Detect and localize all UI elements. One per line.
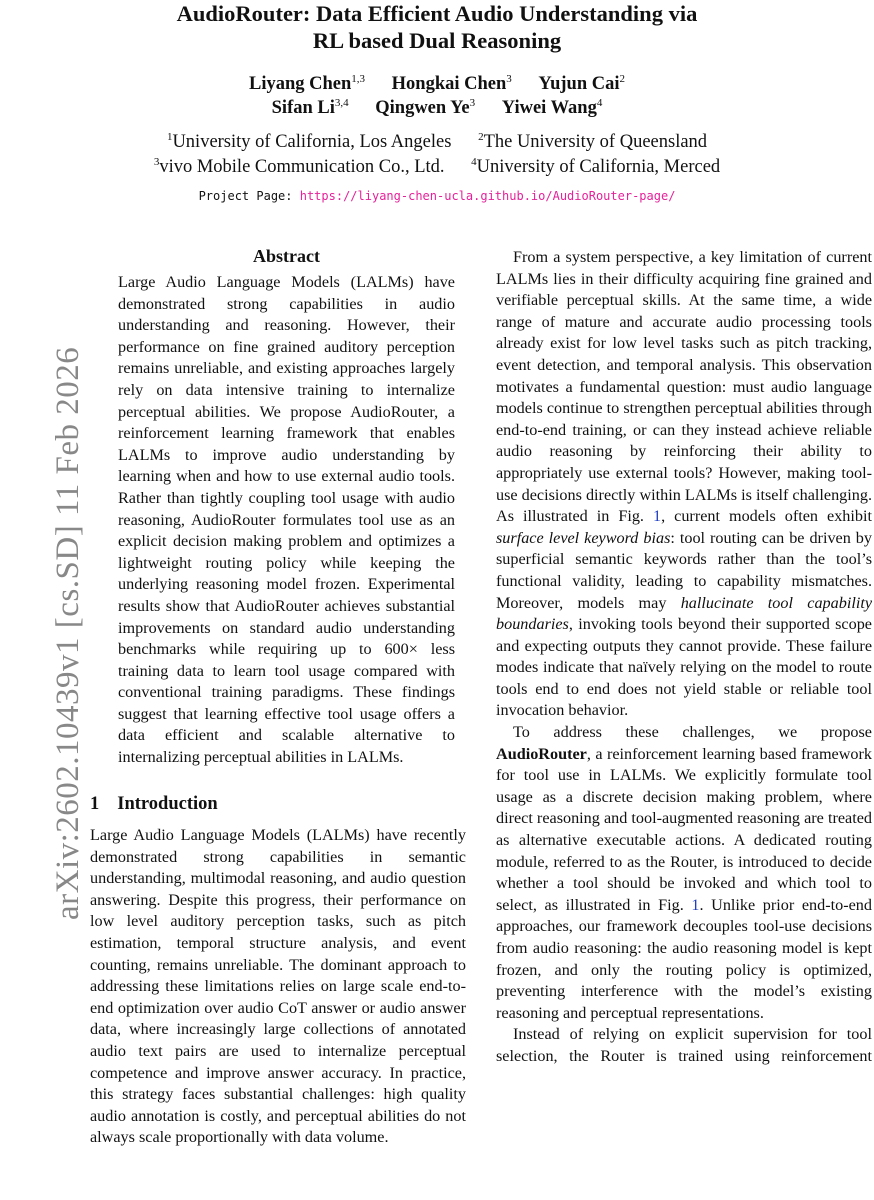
title-line-1: AudioRouter: Data Efficient Audio Understanding via [176, 1, 698, 26]
author: Sifan Li$^{3,4}$ [271, 97, 349, 118]
right-column [496, 247, 872, 1068]
affiliation: $^1$University of California, Los Angeles [166, 131, 452, 152]
abstract-heading: Abstract [253, 246, 320, 266]
figure-ref-link[interactable]: 1 [691, 895, 700, 914]
section-number: 1 [90, 794, 100, 814]
affiliation: $^2$The University of Queensland [478, 131, 708, 152]
author: Qingwen Ye$^3$ [375, 97, 476, 118]
author-list [0, 72, 874, 120]
project-page-link[interactable]: https://liyang-chen-ucla.github.io/AudioRouter-page/ [299, 189, 676, 203]
section-heading-introduction [90, 794, 218, 815]
intro-paragraph: Large Audio Language Models (LALMs) have recently demonstrated strong capabilities in semantic understanding, multimodal reasoning, and audio question answering. Despite this progress, their performance on low level auditory perception tasks, such as pitch estimation, temporal structure analysis, and event counting, remains unreliable. The dominant approach to addressing these limitations relies on large scale end-to-end optimization over audio CoT answer or audio answer data, where increasingly large collections of annotated audio text pairs are used to internalize perceptual competence and improve answer accuracy. In practice, this strategy faces substantial challenges: high quality audio annotation is costly, and perceptual abilities do not always scale proportionally with data volume. [90, 826, 466, 1147]
project-page [0, 189, 874, 203]
paragraph: To address these challenges, we propose AudioRouter, a reinforcement learning based framework for tool use in LALMs. We explicitly formulate tool usage as a discrete decision making problem, where direct reasoning and tool-augmented reasoning are treated as alternative executable actions. A dedicated routing module, referred to as the Router, is introduced to decide whether a tool should be invoked and which tool to select, as illustrated in Fig. 1. Unlike prior end-to-end approaches, our framework decouples tool-use decisions from audio reasoning: the audio reasoning model is kept frozen, and only the routing policy is optimized, preventing interference with the model’s existing reasoning and perceptual representations. [496, 723, 872, 1022]
affiliations [0, 130, 874, 180]
author: Yiwei Wang$^4$ [501, 97, 603, 118]
author: Hongkai Chen$^3$ [391, 73, 512, 94]
affiliation: $^3$vivo Mobile Communication Co., Ltd. [153, 156, 445, 177]
section-title: Introduction [117, 794, 218, 814]
author: Liyang Chen$^{1,3}$ [248, 73, 366, 94]
paragraph: From a system perspective, a key limitation of current LALMs lies in their difficulty acquiring fine grained and verifiable perceptual skills. At the same time, a wide range of mature and accurate audio processing tools already exist for low level tasks such as pitch tracking, event detection, and temporal analysis. This observation motivates a fundamental question: must audio language models continue to strengthen perceptual abilities through end-to-end training, or can they instead achieve reliable audio reasoning by reinforcing their ability to appropriately use external tools? However, making tool-use decisions directly within LALMs is itself challenging. As illustrated in Fig. 1, current models often exhibit surface level keyword bias: tool routing can be driven by superficial semantic keywords rather than the tool’s functional validity, leading to capability mismatches. Moreover, models may hallucinate tool capability boundaries, invoking tools beyond their supported scope and expecting outputs they cannot provide. These failure modes indicate that naïvely relying on the model to route tools end to end does not yield stable or reliable tool invocation behavior. [496, 248, 873, 720]
figure-ref-link[interactable]: 1 [653, 507, 662, 526]
author: Yujun Cai$^2$ [538, 73, 625, 94]
abstract-text: Large Audio Language Models (LALMs) have demonstrated strong capabilities in audio understanding and reasoning. However, their performance on fine grained auditory perception remains unreliable, and existing approaches largely rely on data intensive training to internalize perceptual abilities. We propose AudioRouter, a reinforcement learning framework that enables LALMs to improve audio understanding by learning when and how to use external audio tools. Rather than tightly coupling tool usage with audio reasoning, AudioRouter formulates tool use as an explicit decision making problem and optimizes a lightweight routing policy while keeping the underlying reasoning model frozen. Experimental results show that AudioRouter achieves substantial improvements on standard audio understanding benchmarks while requiring up to 600× less training data to learn tool usage compared with conventional training paradigms. These findings suggest that learning effective tool usage offers a data efficient and scalable alternative to internalizing perceptual abilities in LALMs. [118, 273, 455, 767]
arxiv-stamp: arXiv:2602.10439v1 [cs.SD] 11 Feb 2026 [50, 346, 86, 920]
title-line-2: RL based Dual Reasoning [312, 28, 562, 53]
affiliation: $^4$University of California, Merced [471, 156, 721, 177]
paragraph: Instead of relying on explicit supervision for tool selection, the Router is trained using reinforcement [496, 1025, 872, 1065]
paper-title [0, 0, 874, 54]
project-page-label: Project Page: [198, 189, 300, 203]
